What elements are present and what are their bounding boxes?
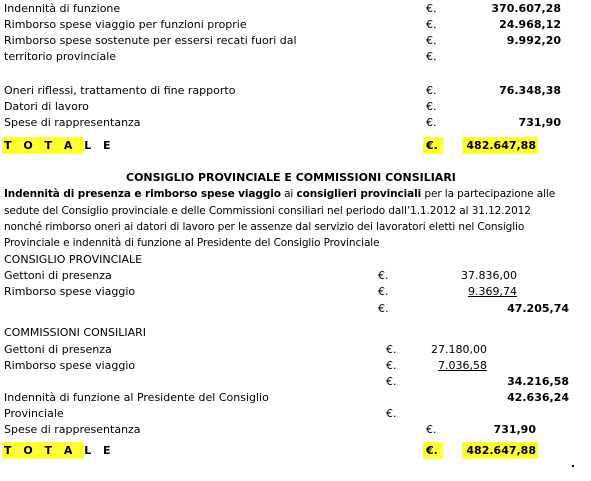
currency-symbol: €. (426, 34, 437, 47)
row-label-indennita-funzione: Indennità di funzione (4, 2, 121, 15)
amount-spese-rappresentanza: 731,90 (518, 116, 561, 129)
desc-text-tail: per la partecipazione alle (424, 188, 556, 200)
currency-symbol: €. (426, 423, 437, 436)
commissioni-gettoni-amount: 27.180,00 (431, 343, 487, 356)
total-currency: €. (426, 139, 438, 152)
currency-symbol: €. (386, 375, 397, 388)
total-label: T O T A L E (4, 139, 115, 152)
desc-text-ai: ai (284, 188, 294, 200)
currency-symbol: €. (426, 116, 437, 129)
section-description-line-4: Provinciale e indennità di funzione al Presidente del Consiglio Provinciale (4, 237, 380, 249)
row-label-spese-rappresentanza: Spese di rappresentanza (4, 116, 141, 129)
commissioni-title: COMMISSIONI CONSILIARI (4, 326, 146, 339)
commissioni-rimborso-label: Rimborso spese viaggio (4, 359, 136, 372)
row-label-rimborso-fuori-territorio: Rimborso spese sostenute per essersi recati fuori dal (4, 34, 297, 47)
section-description-line-1 (4, 187, 555, 201)
commissioni-subtotal-amount: 34.216,58 (507, 375, 569, 388)
currency-symbol: €. (386, 407, 397, 420)
presidente-label-line-2: Provinciale (4, 407, 64, 420)
currency-symbol: €. (426, 50, 437, 63)
row-label-datori-lavoro: Datori di lavoro (4, 100, 89, 113)
presidente-label-line-1: Indennità di funzione al Presidente del Consiglio (4, 391, 269, 404)
consiglio-rimborso-amount: 9.369,74 (468, 285, 517, 298)
presidente-amount: 42.636,24 (507, 391, 569, 404)
currency-symbol: €. (386, 343, 397, 356)
currency-symbol: €. (426, 84, 437, 97)
currency-symbol: €. (378, 302, 389, 315)
currency-symbol: €. (378, 269, 389, 282)
amount-indennita-funzione: 370.607,28 (491, 2, 561, 15)
amount-rimborso-fuori-territorio: 9.992,20 (506, 34, 561, 47)
amount-oneri-riflessi: 76.348,38 (499, 84, 561, 97)
rappresentanza-amount: 731,90 (493, 423, 536, 436)
currency-symbol: €. (426, 2, 437, 15)
total-amount: 482.647,88 (466, 139, 536, 152)
consiglio-title: CONSIGLIO PROVINCIALE (4, 253, 143, 266)
amount-rimborso-funzioni-proprie: 24.968,12 (499, 18, 561, 31)
currency-symbol: €. (386, 359, 397, 372)
consiglio-rimborso-label: Rimborso spese viaggio (4, 285, 136, 298)
rappresentanza-label: Spese di rappresentanza (4, 423, 141, 436)
row-label-oneri-riflessi: Oneri riflessi, trattamento di fine rapporto (4, 84, 236, 97)
consiglio-gettoni-label: Gettoni di presenza (4, 269, 112, 282)
desc-bold-consiglieri: consiglieri provinciali (296, 188, 422, 200)
consiglio-gettoni-amount: 37.836,00 (461, 269, 517, 282)
bottom-total-amount: 482.647,88 (466, 444, 536, 457)
row-label-rimborso-funzioni-proprie: Rimborso spese viaggio per funzioni proprie (4, 18, 247, 31)
bottom-total-currency: €. (426, 444, 438, 457)
section-heading: CONSIGLIO PROVINCIALE E COMMISSIONI CONSILIARI (126, 171, 456, 184)
stray-dot-mark (572, 465, 574, 467)
consiglio-subtotal-amount: 47.205,74 (507, 302, 569, 315)
desc-bold-indennita: Indennità di presenza e rimborso spese viaggio (4, 188, 281, 200)
section-description-line-2: sedute del Consiglio provinciale e delle Commissioni consiliari nel periodo dall’1.1.2012 al 31.12.2012 (4, 205, 531, 217)
currency-symbol: €. (378, 285, 389, 298)
section-description-line-3: nonché rimborso oneri ai datori di lavoro per le assenze dal servizio dei lavoratori eletti nel Consiglio (4, 221, 525, 233)
commissioni-gettoni-label: Gettoni di presenza (4, 343, 112, 356)
currency-symbol: €. (426, 18, 437, 31)
commissioni-rimborso-amount: 7.036,58 (438, 359, 487, 372)
currency-symbol: €. (426, 100, 437, 113)
row-label-territorio-provinciale: territorio provinciale (4, 50, 117, 63)
bottom-total-label: T O T A L E (4, 444, 115, 457)
